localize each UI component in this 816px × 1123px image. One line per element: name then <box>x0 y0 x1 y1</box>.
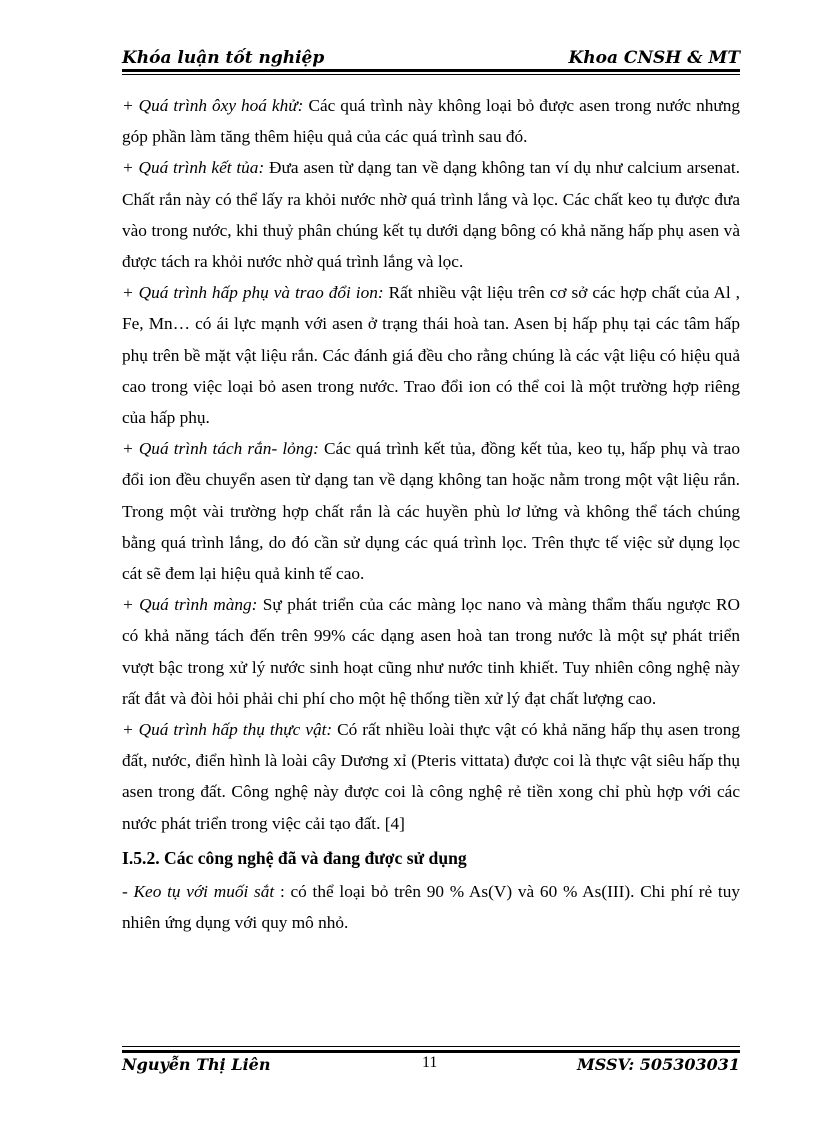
paragraph-text: Đưa asen từ dạng tan về dạng không tan ví dụ như calcium arsenat. Chất rắn này có thể lấy ra khỏi nước nhờ quá trình lắng và lọc. Các chất keo tụ được đưa vào trong nước, khi thuỷ phân chúng kết tụ dưới dạng bông có khả năng hấp phụ asen và được tách ra khỏi nước nhờ quá trình lắng và lọc. <box>122 158 740 272</box>
footer-author: Nguyễn Thị Liên <box>122 1055 271 1074</box>
paragraph-lead: + Quá trình hấp thụ thực vật: <box>122 720 333 740</box>
paragraph-text: Có rất nhiều loài thực vật có khả năng hấp thụ asen trong đất, nước, điển hình là loài cây Dương xỉ (Pteris vittata) được coi là thực vật siêu hấp thụ asen trong đất. Công nghệ này được coi là công nghệ rẻ tiền xong chỉ phù hợp với các nước phát triển trong việc cải tạo đất. [4] <box>122 720 740 833</box>
paragraph-lead: + Quá trình màng: <box>122 595 258 615</box>
paragraph-lead: - Keo tụ với muối sắt <box>122 881 275 901</box>
paragraph-text: : có thể loại bỏ trên 90 % As(V) và 60 % As(III). Chi phí rẻ tuy nhiên ứng dụng với quy mô nhỏ. <box>122 881 740 933</box>
paragraph-precipitation <box>122 152 740 277</box>
header-faculty: Khoa CNSH & MT <box>568 48 740 68</box>
paragraph-lead: + Quá trình kết tủa: <box>122 158 265 178</box>
paragraph-lead: + Quá trình ôxy hoá khử: <box>122 96 304 115</box>
paragraph-iron-coagulation <box>122 876 740 938</box>
paragraph-redox <box>122 90 740 152</box>
footer-student-id: MSSV: 505303031 <box>577 1055 740 1074</box>
paragraph-lead: + Quá trình tách rắn- lỏng: <box>122 439 319 459</box>
header-thesis-title: Khóa luận tốt nghiệp <box>122 48 325 68</box>
paragraph-text: Rất nhiều vật liệu trên cơ sở các hợp chất của Al , Fe, Mn… có ái lực mạnh với asen ở trạng thái hoà tan. Asen bị hấp phụ tại các tâm hấp phụ trên bề mặt vật liệu rắn. Các đánh giá đều cho rằng chúng là các vật liệu có hiệu quả cao trong việc loại bỏ asen trong nước. Trao đổi ion có thể coi là một trường hợp riêng của hấp phụ. <box>122 283 740 428</box>
section-heading: I.5.2. Các công nghệ đã và đang được sử dụng <box>122 847 467 868</box>
paragraph-text: Các quá trình kết tủa, đồng kết tủa, keo tụ, hấp phụ và trao đổi ion đều chuyển asen từ dạng tan về dạng không tan hoặc nằm trong một vật liệu rắn. Trong một vài trường hợp chất rắn là các huyền phù lơ lửng và không thể tách chúng bằng quá trình lắng, do đó cần sử dụng các quá trình lọc. Trên thực tế việc sử dụng lọc cát sẽ đem lại hiệu quả kinh tế cao. <box>122 439 740 584</box>
paragraph-lead: + Quá trình hấp phụ và trao đổi ion: <box>122 283 384 303</box>
header-rule-thick <box>122 69 740 72</box>
paragraph-adsorption <box>122 277 740 433</box>
footer-rule-thin <box>122 1046 740 1047</box>
header-rule-thin <box>122 74 740 75</box>
paragraph-phytoremediation <box>122 714 740 839</box>
paragraph-text: Sự phát triển của các màng lọc nano và màng thẩm thấu ngược RO có khả năng tách đến trên 99% các dạng asen hoà tan trong nước là một sự phát triển vượt bậc trong xử lý nước sinh hoạt cũng như nước tinh khiết. Tuy nhiên công nghệ này rất đắt và đòi hỏi phải chi phí cho một hệ thống tiền xử lý đạt chất lượng cao. <box>122 595 740 708</box>
page-footer <box>122 1053 740 1083</box>
page-number: 11 <box>422 1054 438 1071</box>
page-body <box>122 90 740 938</box>
paragraph-membrane <box>122 589 740 714</box>
page-header <box>122 44 740 72</box>
paragraph-solid-liquid <box>122 433 740 589</box>
paragraph-text: Các quá trình này không loại bỏ được asen trong nước nhưng góp phần làm tăng thêm hiệu quả của các quá trình sau đó. <box>122 96 740 147</box>
